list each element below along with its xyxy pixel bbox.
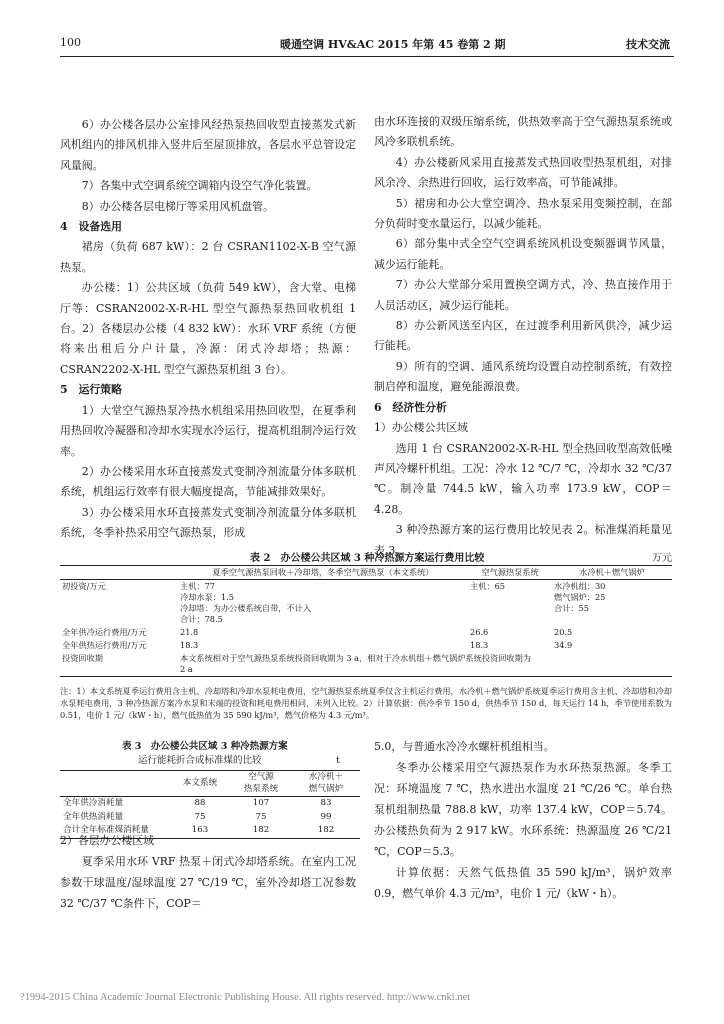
- table-row: [60, 652, 672, 677]
- table-header-cell: [60, 771, 170, 797]
- table-cell: 99: [320, 811, 332, 822]
- paragraph: 5）裙房和办公大堂空调冷、热水泵采用变频控制，在部分负荷时变水量运行，以减少能耗。: [374, 196, 672, 231]
- section-heading: 6 经济性分析: [374, 400, 447, 414]
- table-cell: 全年供冷消耗量: [63, 798, 124, 808]
- table-cell: 全年供热运行费用/万元: [62, 640, 147, 650]
- table-cell: 88: [194, 798, 206, 808]
- section-heading: 5 运行策略: [60, 383, 123, 397]
- table-cell: 18.3: [180, 640, 199, 650]
- table3-caption: [60, 740, 358, 768]
- table2-caption-row: [60, 549, 672, 563]
- table2: [60, 565, 672, 677]
- right-column-top: [374, 112, 672, 561]
- paragraph: 8）办公新风送至内区，在过渡季利用新风供冷，减少运行能耗。: [374, 319, 672, 353]
- table-cell: 107: [252, 798, 270, 808]
- table-cell: 合计全年标准煤消耗量: [60, 824, 170, 838]
- table2-note: 注：1）本文系统夏季运行费用含主机、冷却塔和冷却水泵耗电费用，空气源热泵系统夏季仅含主机运行费用，水冷机＋燃气锅炉系统夏季运行费用含主机、冷却塔和冷却水泵耗电费用，3 种冷热源方案冷水泵和末端的投资和耗电费用相同，未列入比较。2）计算依据：供冷季节 150 d，供热季节 150 d，每天运行 14 h，季节使用系数为 0.51，电价 1 元/（kW・h），燃气低热值为 35 590 kJ/m³，燃气价格为 4.3 元/m³。: [60, 686, 672, 720]
- table-cell: 水冷机组：30 燃气锅炉：25 合计：55: [554, 581, 606, 613]
- header-rule: [60, 56, 674, 57]
- table-header-cell: [60, 566, 178, 580]
- table-cell: 主机：65: [470, 581, 505, 591]
- section-heading: 4 设备选用: [60, 220, 123, 234]
- table-row: [60, 797, 360, 811]
- table-cell: 163: [170, 824, 230, 838]
- table-cell: 75: [255, 811, 267, 822]
- table3-caption-line1: 表 3 办公楼公共区域 3 种冷热源方案: [122, 741, 288, 752]
- table-header-row: [60, 771, 360, 797]
- table-cell: 34.9: [554, 640, 573, 650]
- table2-caption: 表 2 办公楼公共区域 3 种冷热源方案运行费用比较: [250, 553, 485, 564]
- copyright-footer: ?1994-2015 China Academic Journal Electronic Publishing House. All rights reserved. http://www.cnki.net: [20, 992, 471, 1003]
- section-name: 技术交流: [626, 38, 670, 51]
- paragraph: 7）各集中式空调系统空调箱内设空气净化装置。: [81, 179, 318, 193]
- paragraph: 3 种冷热源方案的运行费用比较见表 2。标准煤消耗量见表 3。: [374, 523, 672, 557]
- paragraph: 冬季办公楼采用空气源热泵作为水环热泵热源。冬季工况：环境温度 7 ℃，热水进出水温度 21 ℃/26 ℃。单台热泵机组制热量 788.8 kW，功率 137.4 kW，COP＝5.74。办公楼热负荷为 2 917 kW。水环系统：热源温度 26 ℃/21 ℃，COP＝5.3。: [374, 761, 672, 858]
- table-row: [60, 626, 672, 639]
- subsection-heading: 1）办公楼公共区域: [374, 421, 469, 435]
- table-cell: 20.5: [554, 627, 573, 637]
- left-column-bottom: [60, 830, 356, 914]
- table-header-cell: 水冷机＋燃气锅炉: [552, 566, 672, 580]
- paragraph: 由水环连接的双级压缩系统，供热效率高于空气源热泵系统或风冷多联机系统。: [374, 115, 672, 149]
- table-row: [60, 639, 672, 652]
- paragraph: 4）办公楼新风采用直接蒸发式热回收型热泵机组，对排风余冷、余热进行回收，运行效率高，可节能减排。: [374, 155, 672, 190]
- paragraph: 9）所有的空调、通风系统均设置自动控制系统，有效控制启停和温度，避免能源浪费。: [374, 359, 672, 394]
- table-header-row: [60, 566, 672, 580]
- table3: [60, 770, 360, 839]
- page-header: [60, 36, 670, 52]
- table3-unit: t: [336, 755, 340, 766]
- table-cell: 投资回收期: [60, 652, 178, 677]
- table-cell: 75: [194, 811, 206, 822]
- table-header-cell: 空气源 热泵系统: [230, 771, 292, 797]
- table-header-cell: 夏季空气源热泵回收＋冷却塔，冬季空气源热泵（本文系统）: [178, 566, 468, 580]
- paragraph: 裙房（负荷 687 kW）：2 台 CSRAN1102-X-B 空气源热泵。: [60, 240, 356, 274]
- table-cell: 26.6: [470, 627, 489, 637]
- table2-unit: 万元: [652, 553, 672, 564]
- table-cell: 初投资/万元: [62, 581, 106, 591]
- table-cell: 21.8: [180, 627, 199, 637]
- paragraph: 3）办公楼采用水环直接蒸发式变制冷剂流量分体多联机系统，冬季补热采用空气源热泵，形成: [60, 505, 356, 540]
- table-row: [60, 580, 672, 627]
- table-cell: 182: [230, 824, 292, 838]
- paragraph: 5.0，与普通水冷冷水螺杆机组相当。: [374, 740, 555, 753]
- paragraph: 6）部分集中式全空气空调系统风机设变频器调节风量，减少运行能耗。: [374, 237, 672, 271]
- paragraph: 办公楼：1）公共区域（负荷 549 kW），含大堂、电梯厅等：CSRAN2002-X-R-HL 型空气源热泵热回收机组 1 台。2）各楼层办公楼（4 832 kW）：水环 VRF 系统（方便将来出租后分户计量，冷源：闭式冷却塔；热源：CSRAN2202-X-HL 型空气源热泵机组 3 台）。: [60, 281, 356, 376]
- left-column-top: [60, 115, 356, 544]
- table3-caption-line2: 运行能耗折合成标准煤的比较: [138, 755, 262, 766]
- paragraph: 夏季采用水环 VRF 热泵＋闭式冷却塔系统。在室内工况参数干球温度/湿球温度 27 ℃/19 ℃，室外冷却塔工况参数 32 ℃/37 ℃条件下，COP＝: [60, 855, 356, 910]
- page-number: 100: [60, 36, 81, 49]
- journal-title: 暖通空调 HV&AC 2015 年第 45 卷第 2 期: [280, 38, 506, 51]
- table-cell: 全年供热消耗量: [63, 811, 124, 822]
- subsection-heading: 2）各层办公楼区域: [60, 834, 155, 847]
- right-column-bottom: [374, 736, 672, 904]
- paragraph: 选用 1 台 CSRAN2002-X-R-HL 型全热回收型高效低噪声风冷螺杆机组。工况：冷水 12 ℃/7 ℃，冷却水 32 ℃/37 ℃。制冷量 744.5 kW，输入功率 173.9 kW，COP＝4.28。: [374, 441, 672, 516]
- table-cell: 主机：77 冷却水泵：1.5 冷却塔：为办公楼系统自带，不计入 合计：78.5: [180, 581, 312, 624]
- table-row: [60, 811, 360, 825]
- table-header-cell: 水冷机＋ 燃气锅炉: [292, 771, 360, 797]
- table-header-cell: 空气源热泵系统: [468, 566, 552, 580]
- table-cell: 全年供冷运行费用/万元: [62, 627, 147, 637]
- paragraph: 7）办公大堂部分采用置换空调方式，冷、热直接作用于人员活动区，减少运行能耗。: [374, 278, 672, 312]
- table-cell: 182: [292, 824, 360, 838]
- table3-caption-line2-row: [60, 754, 358, 768]
- table-header-cell: 本文系统: [170, 771, 230, 797]
- paragraph: 8）办公楼各层电梯厅等采用风机盘管。: [81, 199, 274, 213]
- table-cell: 83: [320, 798, 332, 808]
- paragraph: 1）大堂空气源热泵冷热水机组采用热回收型，在夏季利用热回收冷凝器和冷却水实现水冷运行，提高机组制冷运行效率。: [60, 403, 356, 458]
- paragraph: 计算依据：天然气低热值 35 590 kJ/m³，锅炉效率 0.9，燃气单价 4.3 元/m³，电价 1 元/（kW・h）。: [374, 866, 672, 900]
- paragraph: 2）办公楼采用水环直接蒸发式变制冷剂流量分体多联机系统，机组运行效率有很大幅度提高，节能减排效果好。: [60, 464, 356, 499]
- table-cell: 本文系统相对于空气源热泵系统投资回收期为 3 a，相对于冷水机组＋燃气锅炉系统投资回收期为 2 a: [178, 652, 672, 677]
- table-cell: 18.3: [470, 640, 489, 650]
- paragraph: 6）办公楼各层办公室排风经热泵热回收型直接蒸发式新风机组内的排风机排入竖井后至屋顶排放，各层水平总管设定风量阀。: [60, 118, 356, 172]
